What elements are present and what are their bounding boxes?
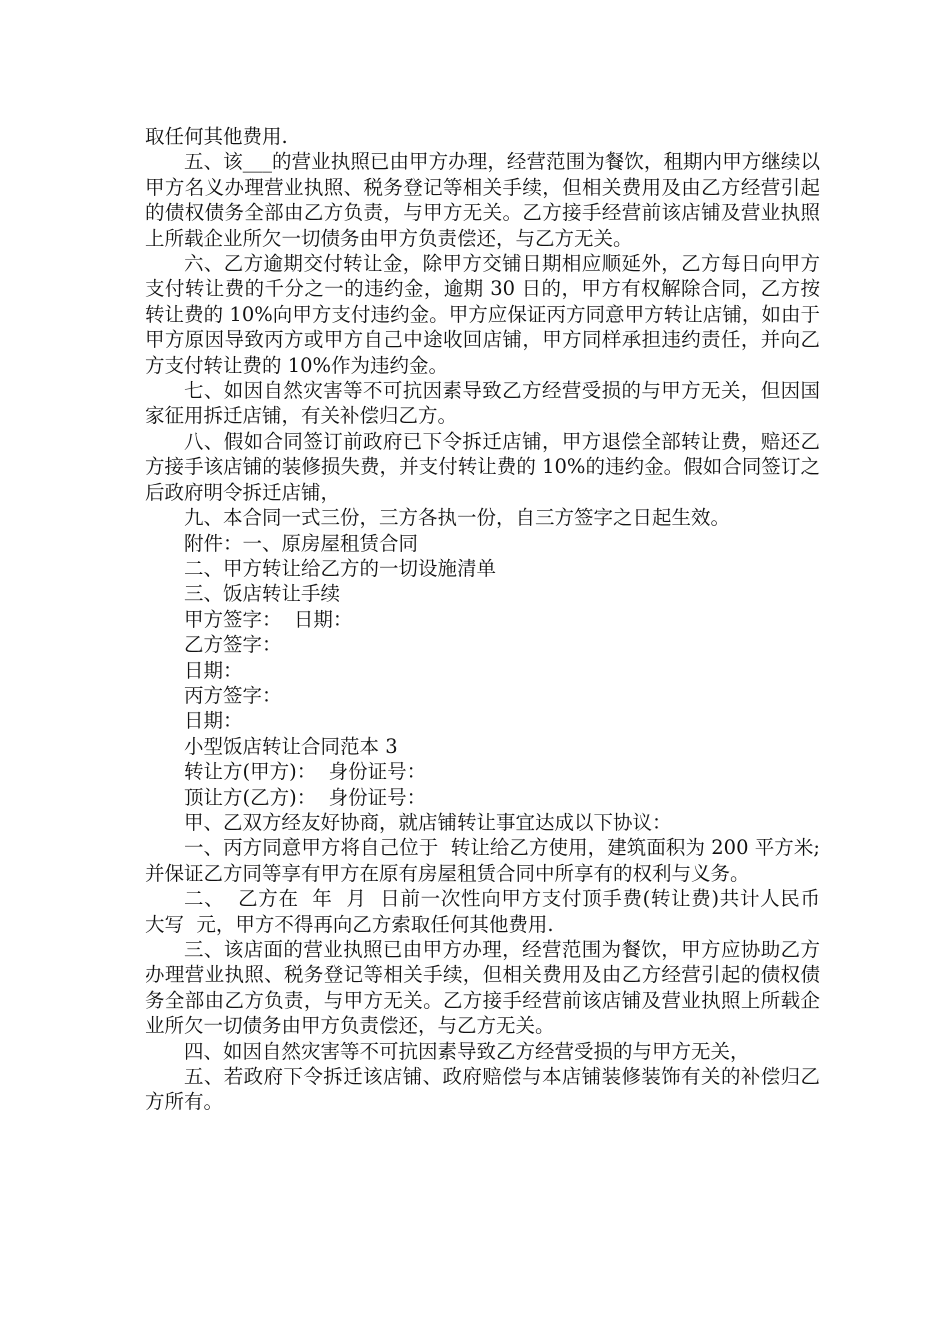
attachment-1: 附件：一、原房屋租赁合同 (184, 531, 419, 555)
paragraph-clause-b5: 五、若政府下令拆迁该店铺、政府赔偿与本店铺装修装饰有关的补偿归乙方所有。 (145, 1065, 820, 1114)
paragraph-clause-b1: 一、丙方同意甲方将自己位于 转让给乙方使用，建筑面积为 200 平方米;并保证乙方同等享有甲方在原有房屋租赁合同中所享有的权利与义务。 (145, 836, 820, 885)
section-title: 小型饭店转让合同范本 3 (184, 734, 398, 758)
paragraph-clause-9: 九、本合同一式三份，三方各执一份，自三方签字之日起生效。 (184, 506, 731, 530)
paragraph-clause-b4: 四、如因自然灾害等不可抗因素导致乙方经营受损的与甲方无关， (184, 1039, 750, 1063)
paragraph-0: 取任何其他费用. (145, 125, 288, 148)
attachment-3: 三、饭店转让手续 (184, 582, 341, 606)
signature-party-b: 乙方签字： (184, 633, 282, 657)
signature-party-c: 丙方签字： (184, 683, 282, 707)
paragraph-clause-b2: 二、 乙方在 年 月 日前一次性向甲方支付顶手费(转让费)共计人民币 大写 元，甲方不得再向乙方索取任何其他费用. (145, 887, 833, 936)
agreement-intro: 甲、乙双方经友好协商，就店铺转让事宜达成以下协议： (184, 810, 672, 834)
date-party-b: 日期： (184, 658, 243, 682)
date-party-c: 日期： (184, 709, 243, 733)
paragraph-clause-8: 八、假如合同签订前政府已下令拆迁店铺，甲方退偿全部转让费，赔还乙方接手该店铺的装修损失费，并支付转让费的 10%的违约金。假如合同签订之后政府明令拆迁店铺， (145, 429, 820, 504)
document-body (145, 124, 833, 1115)
paragraph-clause-7: 七、如因自然灾害等不可抗因素导致乙方经营受损的与甲方无关，但因国家征用拆迁店铺，有关补偿归乙方。 (145, 379, 820, 428)
transferee-line: 顶让方(乙方)： 身份证号： (184, 785, 427, 809)
paragraph-clause-b3: 三、该店面的营业执照已由甲方办理，经营范围为餐饮，甲方应协助乙方办理营业执照、税务登记等相关手续，但相关费用及由乙方经营引起的债权债务全部由乙方负责，与甲方无关。乙方接手经营前该店铺及营业执照上所载企业所欠一切债务由甲方负责偿还，与乙方无关。 (145, 938, 820, 1038)
attachment-2: 二、甲方转让给乙方的一切设施清单 (184, 556, 497, 580)
transferor-line: 转让方(甲方)： 身份证号： (184, 760, 427, 784)
signature-party-a: 甲方签字： 日期： (184, 607, 353, 631)
paragraph-clause-5: 五、该___的营业执照已由甲方办理，经营范围为餐饮，租期内甲方继续以甲方名义办理营业执照、税务登记等相关手续，但相关费用及由乙方经营引起的债权债务全部由乙方负责，与甲方无关。乙方接手经营前该店铺及营业执照上所载企业所欠一切债务由甲方负责偿还，与乙方无关。 (145, 150, 820, 250)
paragraph-clause-6: 六、乙方逾期交付转让金，除甲方交铺日期相应顺延外，乙方每日向甲方支付转让费的千分之一的违约金，逾期 30 日的，甲方有权解除合同，乙方按转让费的 10%向甲方支付违约金。甲方应保证丙方同意甲方转让店铺，如由于甲方原因导致丙方或甲方自己中途收回店铺，甲方同样承担违约责任，并向乙方支付转让费的 10%作为违约金。 (145, 252, 820, 377)
